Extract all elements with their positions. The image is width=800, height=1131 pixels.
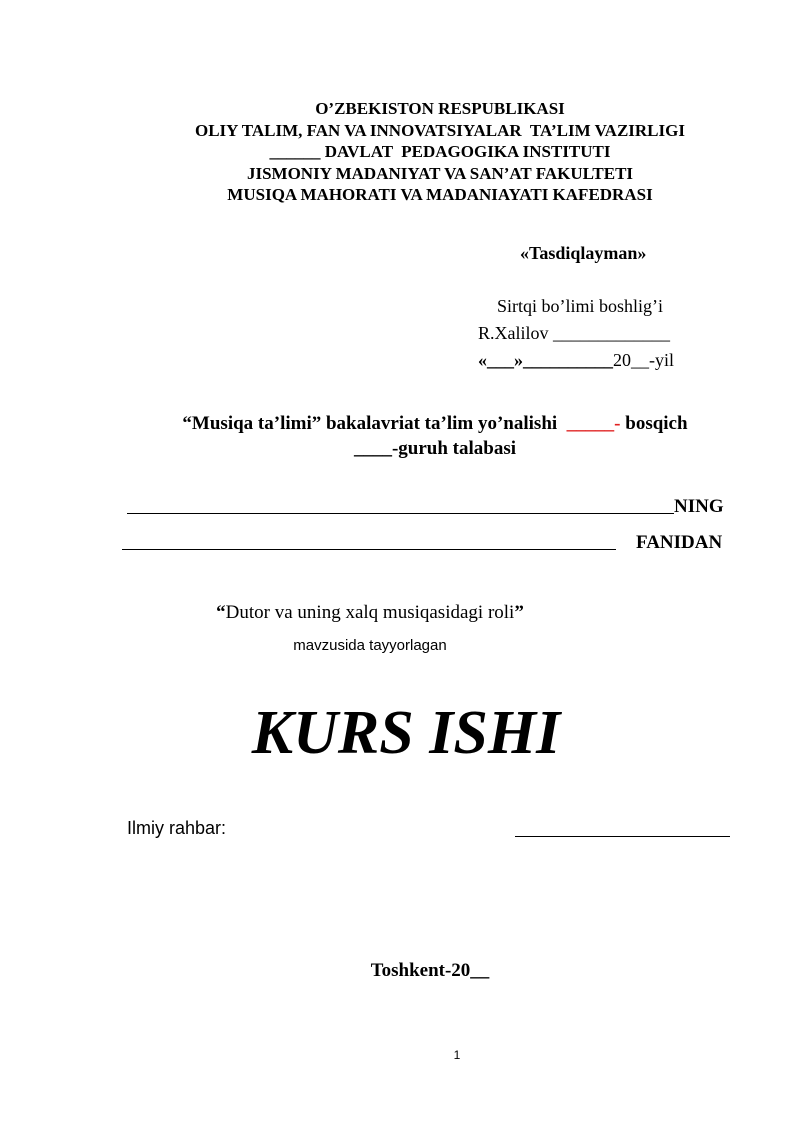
header-line-department: MUSIQA MAHORATI VA MADANIAYATI KAFEDRASI bbox=[227, 185, 653, 204]
approval-title: «Tasdiqlayman» bbox=[520, 243, 647, 263]
date-open-quote: « bbox=[478, 350, 487, 370]
approval-position: Sirtqi bo’limi boshlig’i bbox=[497, 296, 664, 316]
program-line-1 bbox=[140, 411, 730, 436]
city-year: Toshkent-20__ bbox=[370, 960, 490, 981]
group-line: ____-guruh talabasi bbox=[353, 438, 517, 459]
topic-title bbox=[0, 602, 770, 624]
advisor-label: Ilmiy rahbar: bbox=[127, 818, 227, 838]
approval-name-line: R.Xalilov _____________ bbox=[478, 323, 670, 343]
document-title: KURS ISHI bbox=[251, 699, 561, 767]
date-close-quote: » bbox=[514, 350, 523, 370]
header-line-republic: O’ZBEKISTON RESPUBLIKASI bbox=[315, 99, 565, 118]
date-month-blank: __________ bbox=[523, 350, 613, 370]
stage-blank: _____- bbox=[566, 413, 621, 434]
ning-label: NING bbox=[674, 496, 724, 517]
header-line-institute: ______ DAVLAT PEDAGOGIKA INSTITUTI bbox=[269, 142, 611, 161]
topic-text: Dutor va uning xalq musiqasidagi roli bbox=[225, 602, 515, 623]
subject-row bbox=[122, 532, 722, 554]
date-day-blank: ___ bbox=[487, 350, 514, 370]
student-name-row bbox=[127, 496, 724, 518]
fanidan-label: FANIDAN bbox=[636, 532, 723, 553]
subject-blank bbox=[122, 549, 616, 550]
institution-header bbox=[60, 98, 800, 206]
program-info bbox=[140, 411, 730, 461]
approval-date-line bbox=[478, 350, 674, 371]
student-name-blank bbox=[127, 513, 674, 514]
topic-open-quote: “ bbox=[216, 602, 226, 623]
advisor-signature-blank bbox=[515, 836, 730, 837]
stage-label: bosqich bbox=[620, 413, 688, 434]
date-year: 20__-yil bbox=[613, 350, 674, 370]
page-number: 1 bbox=[453, 1048, 461, 1062]
header-line-ministry: OLIY TALIM, FAN VA INNOVATSIYALAR TA’LIM VAZIRLIGI bbox=[195, 120, 685, 140]
header-line-faculty: JISMONIY MADANIYAT VA SAN’AT FAKULTETI bbox=[246, 163, 634, 183]
topic-close-quote: ” bbox=[514, 602, 524, 623]
topic-subtitle: mavzusida tayyorlagan bbox=[293, 637, 447, 654]
program-name: “Musiqa ta’limi” bakalavriat ta’lim yo’nalishi bbox=[182, 413, 567, 434]
